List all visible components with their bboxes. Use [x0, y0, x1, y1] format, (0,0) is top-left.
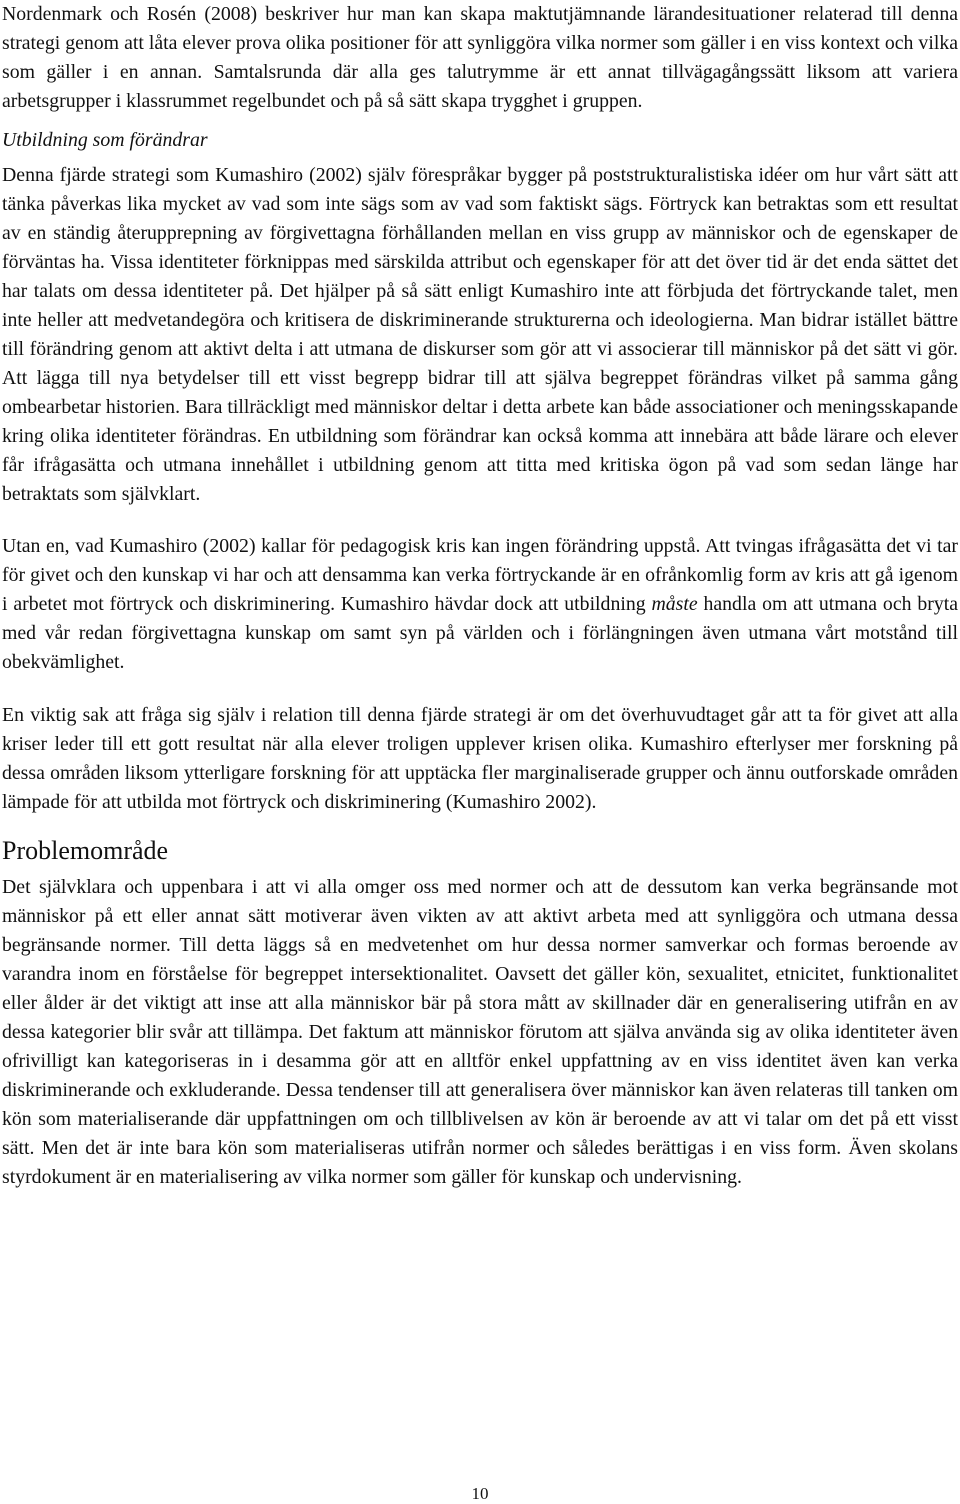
emphasis-maste: måste: [651, 593, 698, 615]
paragraph-crisis-text-a: Utan en, vad Kumashiro (2002) kallar för pedagogisk kris kan ingen förändring uppstå. Att tvingas ifrågasätta det vi tar för givet och den kunskap vi har och att densamma kan verka förtryckande är en ofrånkomlig form av kris att gå igenom i arbetet mot förtryck och diskriminering. Kumashiro hävdar dock att utbildning: [2, 535, 958, 615]
paragraph-pedagogical-crisis: [2, 532, 958, 677]
document-page: [2, 0, 958, 1192]
subheading-text: Utbildning som förändrar: [2, 129, 208, 151]
section-heading-problemomrade: Problemområde: [2, 836, 169, 865]
paragraph-fourth-strategy: Denna fjärde strategi som Kumashiro (2002) själv förespråkar bygger på poststrukturalistiska idéer om hur vårt sätt att tänka påverkas lika mycket av vad som inte sägs som av vad som faktiskt sägs. Förtryck kan betraktas som ett resultat av en ständig återupprepning av förgivettagna förhållanden mellan en viss grupp av människor och de egenskaper de förväntas ha. Vissa identiteter förknippas med särskilda attribut och egenskaper för att det över tid är det enda sättet det har talats om dessa identiteter på. Det hjälper på så sätt enligt Kumashiro inte att förbjuda det förtryckande talet, men inte heller att medvetandegöra och kritisera de diskriminerande strukturerna och ideologierna. Man bidrar istället bättre till förändring genom att aktivt delta i att utmana de diskurser som gör att vi associerar till människor på det sätt vi gör. Att lägga till nya betydelser till ett visst begrepp bidrar till att själva begreppet förändras vilket på samma gång ombearbetar historien. Bara tillräckligt med människor deltar i detta arbete kan både associationer och meningsskapande kring olika identiteter förändras. En utbildning som förändrar kan också komma att innebära att både lärare och elever får ifrågasätta och utmana innehållet i utbildning genom att titta med kritiska ögon på vad som sedan länge har betraktats som självklart.: [2, 164, 958, 505]
paragraph-intro: Nordenmark och Rosén (2008) beskriver hur man kan skapa maktutjämnande lärandesituationer relaterad till denna strategi genom att låta elever prova olika positioner för att synliggöra vilka normer som gäller i en viss kontext och vilka som gäller i en annan. Samtalsrunda där alla ges talutrymme är ett annat tillvägagångssätt liksom att variera arbetsgrupper i klassrummet regelbundet och på så sätt skapa trygghet i gruppen.: [2, 3, 958, 112]
page-number: 10: [471, 1484, 489, 1503]
paragraph-important-question: En viktig sak att fråga sig själv i relation till denna fjärde strategi är om det överhuvudtaget går att ta för givet att alla kriser leder till ett gott resultat när alla elever troligen upplever krisen olika. Kumashiro efterlyser mer forskning på dessa områden liksom ytterligare forskning för att upptäcka fler marginaliserade grupper och ännu outforskade områden lämpade för att utbilda mot förtryck och diskriminering (Kumashiro 2002).: [2, 704, 958, 813]
paragraph-problem-area: Det självklara och uppenbara i att vi alla omger oss med normer och att de dessutom kan verka begränsande mot människor på ett eller annat sätt motiverar även vikten av att aktivt arbeta med att synliggöra och utmana dessa begränsande normer. Till detta läggs så en medvetenhet om hur dessa normer samverkar och formas beroende av varandra inom en förståelse för begreppet intersektionalitet. Oavsett det gäller kön, sexualitet, etnicitet, funktionalitet eller ålder är det viktigt att inse att alla människor bär på stora mått av skillnader där en generalisering utifrån en av dessa kategorier blir svår att tillämpa. Det faktum att människor förutom att själva använda sig av olika identiteter även ofrivilligt kan kategoriseras in i desamma gör att en alltför enkel uppfattning av en viss identitet även kan verka diskriminerande och exkluderande. Dessa tendenser till att generalisera över människor kan även relateras till tanken om kön som materialiserande där uppfattningen om och tillblivelsen av kön är beroende av att vi talar om det på ett visst sätt. Men det är inte bara kön som materialiseras utifrån normer och således berättigas i en viss form. Även skolans styrdokument är en materialisering av vilka normer som gäller för kunskap och undervisning.: [2, 876, 958, 1188]
subheading-utbildning: [2, 126, 958, 155]
paragraph-crisis-text-b: handla om att utmana och bryta med vår redan förgivettagna kunskap om samt syn på världen och i förlängningen även utmana vårt motstånd till obekvämlighet.: [2, 593, 958, 673]
